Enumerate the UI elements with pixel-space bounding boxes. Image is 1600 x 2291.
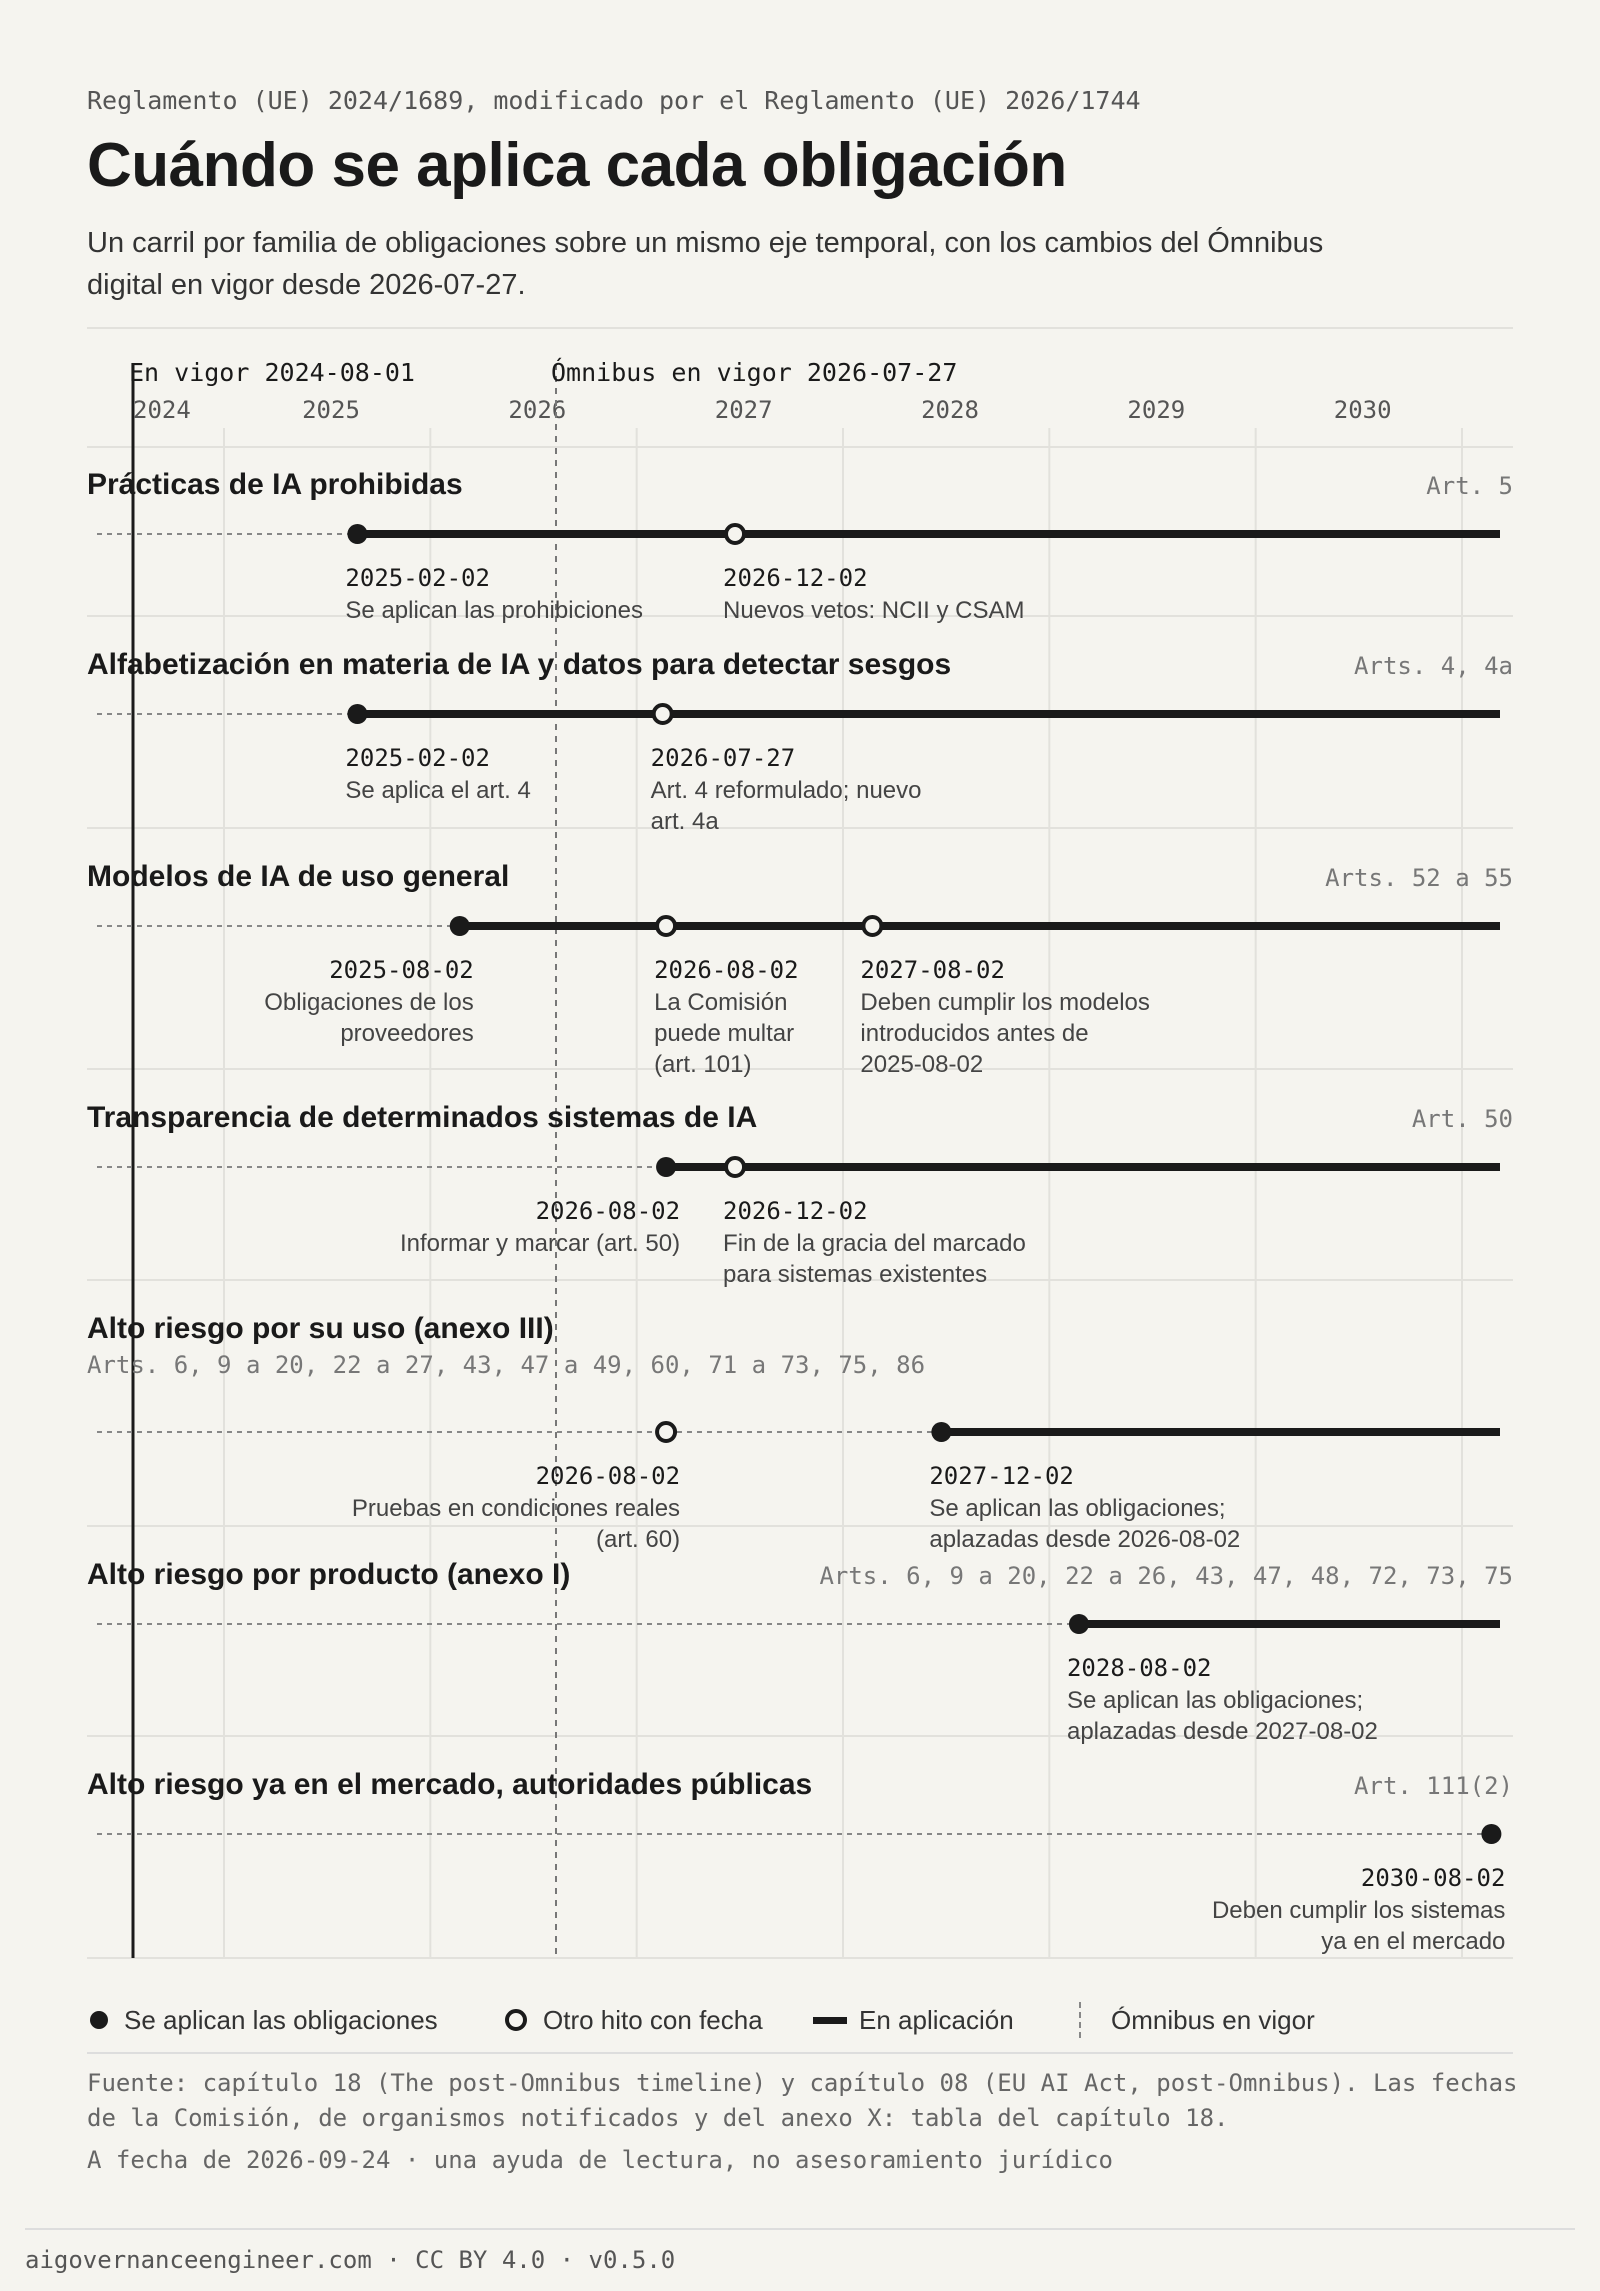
applies-dot <box>656 1157 676 1177</box>
event-date: 2026-12-02 <box>723 1197 868 1225</box>
event-description: (art. 101) <box>654 1051 752 1078</box>
legend-item-omnibus <box>1079 1996 1315 2044</box>
event-date: 2026-08-02 <box>654 956 799 984</box>
event-description: Se aplican las prohibiciones <box>345 597 643 624</box>
event-description: puede multar <box>654 1020 795 1047</box>
regulation-reference: Reglamento (UE) 2024/1689, modificado por el Reglamento (UE) 2026/1744 <box>87 86 1141 115</box>
axis-tick-label: 2025 <box>302 396 360 424</box>
event-description: (art. 60) <box>596 1526 681 1553</box>
event-description: Deben cumplir los modelos <box>860 989 1150 1016</box>
credits: aigovernanceengineer.com · CC BY 4.0 · v0.5.0 <box>25 2246 676 2274</box>
event-date: 2026-08-02 <box>535 1197 681 1225</box>
applies-dot <box>450 916 470 936</box>
event-description: Obligaciones de los <box>264 989 474 1016</box>
dashed-line-icon <box>1079 2002 1081 2038</box>
lane-title: Alto riesgo ya en el mercado, autoridades públicas <box>87 1768 813 1801</box>
milestone-dot <box>726 525 744 543</box>
event-date: 2025-02-02 <box>345 564 490 592</box>
event-date: 2025-02-02 <box>345 744 490 772</box>
event-description: art. 4a <box>650 808 719 835</box>
lane-title: Prácticas de IA prohibidas <box>87 468 463 501</box>
axis-tick-label: 2027 <box>714 396 773 424</box>
footer-source: Fuente: capítulo 18 (The post-Omnibus timeline) y capítulo 08 (EU AI Act, post-Omnibus). Las fechas de la Comisión, de organismos notificados y del anexo X: tabla del capítulo 18. <box>87 2069 1518 2132</box>
axis-tick-label: 2024 <box>133 396 191 424</box>
lane-title: Alfabetización en materia de IA y datos para detectar sesgos <box>87 648 952 681</box>
applies-dot <box>1481 1824 1501 1844</box>
footer-as-of: A fecha de 2026-09-24 · una ayuda de lectura, no asesoramiento jurídico <box>87 2146 1113 2174</box>
event-description: Se aplica el art. 4 <box>345 777 531 804</box>
applies-dot <box>1069 1614 1089 1634</box>
event-date: 2026-07-27 <box>650 744 796 772</box>
legend-label-milestone: Otro hito con fecha <box>543 2004 763 2035</box>
legend-divider <box>87 2052 1513 2054</box>
lane-articles: Art. 5 <box>1426 472 1513 500</box>
event-description: La Comisión <box>654 989 788 1016</box>
lane-title: Transparencia de determinados sistemas de IA <box>87 1101 758 1134</box>
legend-item-applies <box>90 1996 438 2044</box>
event-description: aplazadas desde 2027-08-02 <box>1066 1718 1378 1745</box>
event-description: introducidos antes de <box>860 1020 1089 1047</box>
event-description: Deben cumplir los sistemas <box>1211 1897 1506 1924</box>
applies-dot <box>931 1422 951 1442</box>
event-description: Nuevos vetos: NCII y CSAM <box>723 597 1025 624</box>
legend <box>87 1996 1513 2044</box>
event-date: 2027-12-02 <box>929 1462 1074 1490</box>
legend-label-in-force: En aplicación <box>859 2004 1014 2035</box>
axis-tick-label: 2026 <box>508 396 567 424</box>
event-description: Fin de la gracia del marcado <box>723 1230 1026 1257</box>
event-description: 2025-08-02 <box>860 1051 984 1078</box>
lane-title: Alto riesgo por su uso (anexo III) <box>87 1312 554 1345</box>
event-date: 2026-08-02 <box>535 1462 681 1490</box>
bar-icon <box>813 2017 847 2024</box>
event-date: 2027-08-02 <box>860 956 1005 984</box>
event-description: proveedores <box>340 1020 474 1047</box>
omnibus-label: Ómnibus en vigor 2026-07-27 <box>551 358 958 387</box>
hollow-dot-icon <box>505 2009 527 2031</box>
event-description: ya en el mercado <box>1321 1928 1506 1955</box>
entry-into-force-label: En vigor 2024-08-01 <box>129 358 415 387</box>
lane-title: Alto riesgo por producto (anexo I) <box>87 1558 571 1591</box>
milestone-dot <box>657 1423 675 1441</box>
footer-divider <box>25 2228 1575 2230</box>
lane-title: Modelos de IA de uso general <box>87 860 510 893</box>
axis-tick-label: 2030 <box>1333 396 1392 424</box>
legend-item-in-force <box>813 1996 1014 2044</box>
timeline-chart <box>0 320 1600 1980</box>
event-description: Informar y marcar (art. 50) <box>400 1230 681 1257</box>
event-description: Art. 4 reformulado; nuevo <box>650 777 922 804</box>
event-date: 2026-12-02 <box>723 564 868 592</box>
applies-dot <box>347 524 367 544</box>
milestone-dot <box>726 1158 744 1176</box>
legend-item-milestone <box>505 1996 763 2044</box>
legend-label-omnibus: Ómnibus en vigor <box>1111 2004 1315 2035</box>
lane-articles: Arts. 6, 9 a 20, 22 a 27, 43, 47 a 49, 60, 71 a 73, 75, 86 <box>87 1351 926 1379</box>
event-date: 2030-08-02 <box>1360 1864 1506 1892</box>
milestone-dot <box>863 917 881 935</box>
filled-dot-icon <box>90 2011 108 2029</box>
lane-articles: Art. 50 <box>1411 1105 1513 1133</box>
axis-tick-label: 2029 <box>1127 396 1186 424</box>
event-date: 2025-08-02 <box>329 956 474 984</box>
lane-articles: Art. 111(2) <box>1354 1772 1513 1800</box>
milestone-dot <box>654 705 672 723</box>
lane-articles: Arts. 6, 9 a 20, 22 a 26, 43, 47, 48, 72, 73, 75 <box>819 1562 1513 1590</box>
event-date: 2028-08-02 <box>1066 1654 1212 1682</box>
event-description: Pruebas en condiciones reales <box>351 1495 681 1522</box>
axis-tick-label: 2028 <box>921 396 979 424</box>
legend-label-applies: Se aplican las obligaciones <box>124 2004 438 2035</box>
lane-articles: Arts. 52 a 55 <box>1325 864 1513 892</box>
event-description: Se aplican las obligaciones; <box>929 1495 1226 1522</box>
event-description: para sistemas existentes <box>723 1261 988 1288</box>
milestone-dot <box>657 917 675 935</box>
event-description: Se aplican las obligaciones; <box>1066 1687 1364 1714</box>
event-description: aplazadas desde 2026-08-02 <box>929 1526 1241 1553</box>
lane-articles: Arts. 4, 4a <box>1354 652 1513 680</box>
applies-dot <box>347 704 367 724</box>
page-title: Cuándo se aplica cada obligación <box>87 131 1067 200</box>
page-subtitle: Un carril por familia de obligaciones sobre un mismo eje temporal, con los cambios del Ómnibus digital en vigor desde 2026-07-27. <box>87 227 1324 301</box>
